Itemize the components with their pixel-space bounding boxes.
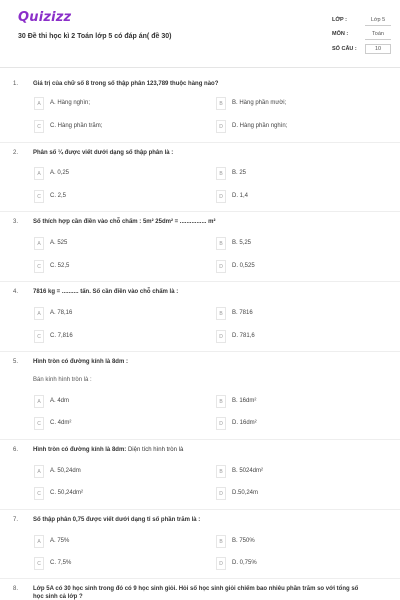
option-text: A. 0,25 — [50, 170, 70, 176]
option-letter: B — [216, 307, 226, 320]
option-letter: D — [216, 557, 226, 570]
option-letter: C — [34, 330, 44, 343]
option-letter: C — [34, 260, 44, 273]
question-divider — [0, 281, 400, 282]
option-letter: A — [34, 237, 44, 250]
question-number: 7. — [13, 517, 19, 523]
option-text: B. 16dm² — [232, 398, 257, 404]
question-text: Hình tròn có đường kính là 8dm : — [33, 359, 128, 365]
option-text: C. 52,5 — [50, 263, 70, 269]
meta-subject-label: MÔN : — [332, 31, 349, 37]
question-divider — [0, 142, 400, 143]
option-letter: C — [34, 190, 44, 203]
option-letter: B — [216, 237, 226, 250]
option-letter: B — [216, 395, 226, 408]
option-text: A. 78,16 — [50, 310, 73, 316]
question-divider — [0, 439, 400, 440]
meta-class-value: Lớp 5 — [370, 17, 386, 23]
question-text: Lớp 5A có 30 học sinh trong đó có 9 học sinh giỏi. Hỏi số học sinh giỏi chiếm bao nhiêu phần trăm so với tổng số — [33, 586, 359, 592]
option-text: D. 1,4 — [232, 193, 249, 199]
header-divider — [0, 67, 400, 68]
meta-subject-value: Toán — [372, 31, 384, 37]
meta-count-value: 10 — [365, 44, 391, 54]
option-text: A. Hàng nghìn; — [50, 100, 91, 106]
option-text: A. 50,24dm — [50, 468, 81, 474]
question-text: Giá trị của chữ số 8 trong số thập phân 123,789 thuộc hàng nào? — [33, 81, 219, 87]
option-text: C. 2,5 — [50, 193, 67, 199]
option-letter: A — [34, 395, 44, 408]
option-text: D. 0,75% — [232, 560, 257, 566]
quizizz-logo: Quizizz — [18, 10, 72, 25]
question-text: Phân số ¼ được viết dưới dạng số thập phân là : — [33, 150, 174, 156]
option-letter: A — [34, 307, 44, 320]
question-text: Số thích hợp cần điền vào chỗ chấm : 5m² 25dm² = ................ m² — [33, 219, 216, 225]
meta-count-label: SỐ CÂU : — [332, 46, 357, 52]
option-letter: B — [216, 535, 226, 548]
worksheet-header — [0, 0, 400, 65]
option-text: B. Hàng phần mười; — [232, 100, 287, 106]
question-divider — [0, 509, 400, 510]
question-number: 8. — [13, 586, 19, 592]
option-text: D. 781,6 — [232, 333, 255, 339]
question-divider — [0, 578, 400, 579]
option-letter: D — [216, 120, 226, 133]
option-text: C. 7,5% — [50, 560, 72, 566]
option-text: C. 7,816 — [50, 333, 73, 339]
worksheet-title: 30 Đề thi học kì 2 Toán lớp 5 có đáp án( đề 30) — [18, 33, 172, 40]
option-text: B. 25 — [232, 170, 247, 176]
question-number: 3. — [13, 219, 19, 225]
option-text: D. 0,525 — [232, 263, 255, 269]
question-text — [33, 447, 183, 453]
option-text: A. 4dm — [50, 398, 70, 404]
option-letter: A — [34, 167, 44, 180]
option-text: B. 750% — [232, 538, 255, 544]
question-number: 1. — [13, 81, 19, 87]
option-text: B. 7816 — [232, 310, 253, 316]
option-text: D.50,24m — [232, 490, 259, 496]
question-text-bold: Hình tròn có đường kính là 8dm: — [33, 447, 127, 453]
question-divider — [0, 351, 400, 352]
question-subtext: Bán kính hình tròn là : — [33, 377, 92, 383]
option-text: C. 4dm² — [50, 420, 72, 426]
option-text: C. 50,24dm² — [50, 490, 84, 496]
option-letter: C — [34, 417, 44, 430]
option-letter: B — [216, 167, 226, 180]
option-letter: D — [216, 190, 226, 203]
option-letter: C — [34, 120, 44, 133]
question-text-line2: học sinh cả lớp ? — [33, 594, 83, 600]
option-letter: A — [34, 535, 44, 548]
option-letter: D — [216, 417, 226, 430]
question-number: 2. — [13, 150, 19, 156]
question-number: 5. — [13, 359, 19, 365]
option-text: B. 5024dm² — [232, 468, 264, 474]
option-letter: C — [34, 487, 44, 500]
option-text: D. Hàng phần nghìn; — [232, 123, 288, 129]
option-text: C. Hàng phần trăm; — [50, 123, 103, 129]
option-text: A. 525 — [50, 240, 68, 246]
option-letter: B — [216, 465, 226, 478]
option-text: A. 75% — [50, 538, 70, 544]
question-divider — [0, 211, 400, 212]
option-text: D. 16dm² — [232, 420, 257, 426]
question-number: 4. — [13, 289, 19, 295]
option-letter: A — [34, 465, 44, 478]
question-text: Số thập phân 0,75 được viết dưới dạng tỉ số phần trăm là : — [33, 517, 201, 523]
question-text: 7816 kg = .......... tấn. Số cần điền vào chỗ chấm là : — [33, 289, 179, 295]
option-text: B. 5,25 — [232, 240, 252, 246]
option-letter: A — [34, 97, 44, 110]
option-letter: D — [216, 487, 226, 500]
option-letter: D — [216, 330, 226, 343]
option-letter: D — [216, 260, 226, 273]
option-letter: B — [216, 97, 226, 110]
meta-class-label: LỚP : — [332, 17, 347, 23]
question-text-normal: Diện tích hình tròn là — [126, 447, 184, 453]
question-number: 6. — [13, 447, 19, 453]
option-letter: C — [34, 557, 44, 570]
